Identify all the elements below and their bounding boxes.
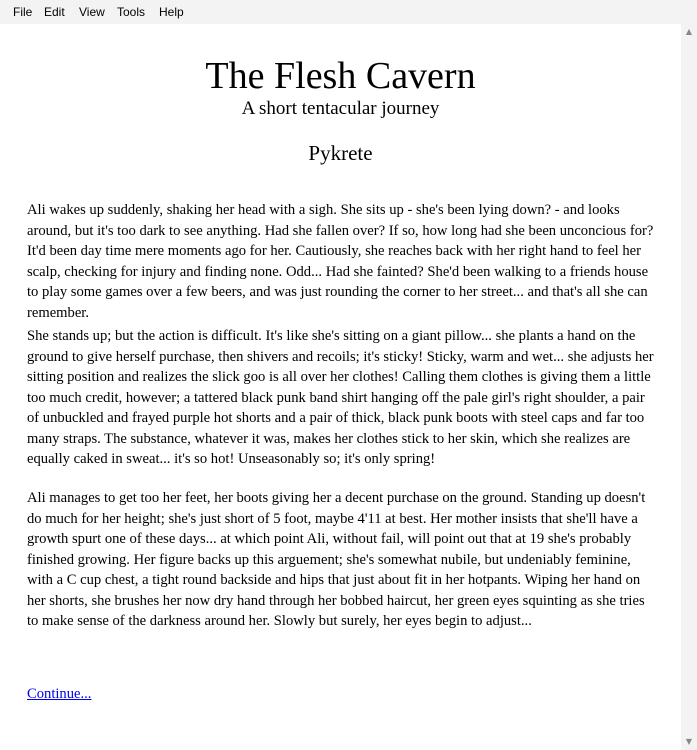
scroll-up-arrow-icon[interactable]: ▲: [685, 27, 693, 36]
story-paragraph-1: Ali wakes up suddenly, shaking her head with a sigh. She sits up - she's been lying down? - and looks around, but it's too dark to see anything. Had she fallen over? If so, how long had she been unconcious for? It'd been day time mere moments ago for her. Cautiously, she reaches back with her right hand to feel her scalp, checking for injury and finding none. Odd... Had she fainted? She'd been walking to a friends house to play some games over a few beers, and was just rounding the corner to her street... and that's all she can remember.: [27, 202, 654, 321]
menu-view[interactable]: View: [79, 5, 105, 19]
story-paragraph-2: She stands up; but the action is difficult. It's like she's sitting on a giant pillow... she plants a hand on the ground to give herself purchase, then shivers and recoils; it's sticky! Sticky, warm and wet... she adjusts her sitting position and realizes the slick goo is all over her clothes! Calling them clothes is giving them a little too much credit, however; a tattered black punk band shirt hanging off the pale girl's right shoulder, a pair of unbuckled and frayed purple hot shorts and a pair of thick, black punk boots with steel caps and far too many straps. The substance, whatever it was, makes her clothes stick to her skin, which she realizes are equally caked in sweat... it's so hot! Unseasonably so; it's only spring!: [27, 328, 654, 467]
vertical-scrollbar[interactable]: [681, 24, 697, 750]
story-subtitle: A short tentacular journey: [241, 98, 440, 119]
menu-bar: [0, 0, 697, 24]
story-title: The Flesh Cavern: [205, 55, 476, 97]
continue-link[interactable]: Continue...: [27, 686, 92, 702]
story-author: Pykrete: [308, 141, 373, 165]
menu-edit[interactable]: Edit: [44, 5, 65, 19]
story-paragraph-3: Ali manages to get too her feet, her boots giving her a decent purchase on the ground. Standing up doesn't do much for her height; she's just short of 5 foot, maybe 4'11 at best. Her mother insists that she'll have a growth spurt one of these days... at which point Ali, without fail, will point out that at 19 she's probably finished growing. Her figure backs up this arguement; she's somewhat nubile, but undeniably feminine, with a C cup chest, a tight round backside and hips that just about fit in her hotpants. Wiping her hand on her shorts, she brushes her now dry hand through her bobbed haircut, her green eyes squinting as she tries to make sense of the darkness around her. Slowly but surely, her eyes begin to adjust...: [27, 490, 646, 629]
document-view: [0, 24, 681, 750]
menu-tools[interactable]: Tools: [117, 5, 146, 19]
scroll-down-arrow-icon[interactable]: ▼: [685, 737, 693, 746]
menu-file[interactable]: File: [13, 5, 33, 19]
menu-help[interactable]: Help: [159, 5, 184, 19]
